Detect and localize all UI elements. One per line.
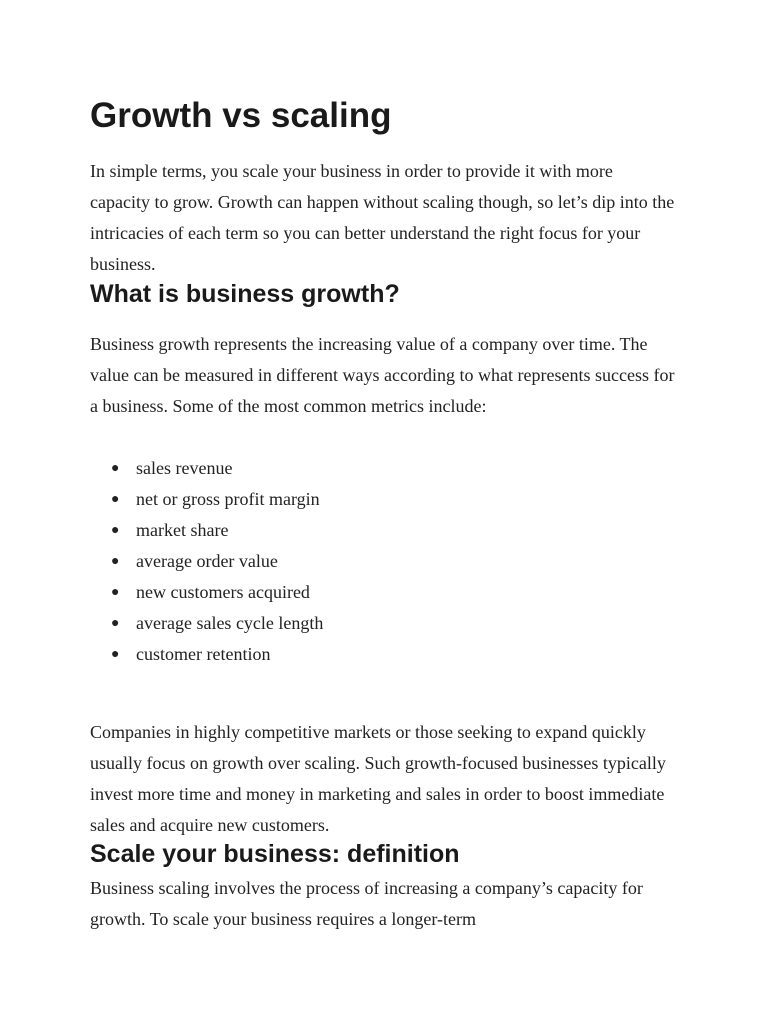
list-item: ● sales revenue (90, 453, 323, 484)
bullet-icon: ● (111, 616, 120, 631)
section-heading-scale-definition: Scale your business: definition (90, 840, 460, 868)
bullet-icon: ● (111, 647, 120, 662)
list-item: ● average order value (90, 546, 323, 577)
bullet-icon: ● (111, 523, 120, 538)
list-item: ● market share (90, 515, 323, 546)
page-title: Growth vs scaling (90, 96, 392, 135)
growth-focus-paragraph: Companies in highly competitive markets or those seeking to expand quickly usually focus on growth over scaling. Such growth-focused businesses typically invest more time and money in marketing and sales in order to boost immediate sales and acquire new customers. (90, 722, 666, 835)
list-item: ● net or gross profit margin (90, 484, 323, 515)
intro-paragraph: In simple terms, you scale your business in order to provide it with more capacity to grow. Growth can happen without scaling though, so let’s dip into the intricacies of each term so you can better understand the right focus for your business. (90, 161, 675, 274)
list-item: ● customer retention (90, 639, 323, 670)
metrics-list (90, 453, 323, 670)
bullet-icon: ● (111, 461, 120, 476)
bullet-icon: ● (111, 585, 120, 600)
list-item: ● new customers acquired (90, 577, 323, 608)
bullet-icon: ● (111, 492, 120, 507)
list-item: ● average sales cycle length (90, 608, 323, 639)
section-heading-business-growth: What is business growth? (90, 280, 400, 308)
bullet-icon: ● (111, 554, 120, 569)
business-growth-paragraph: Business growth represents the increasing value of a company over time. The value can be measured in different ways according to what represents success for a business. Some of the most common metrics include: (90, 334, 675, 416)
scaling-paragraph: Business scaling involves the process of increasing a company’s capacity for growth. To scale your business requires a longer-term (90, 878, 643, 929)
